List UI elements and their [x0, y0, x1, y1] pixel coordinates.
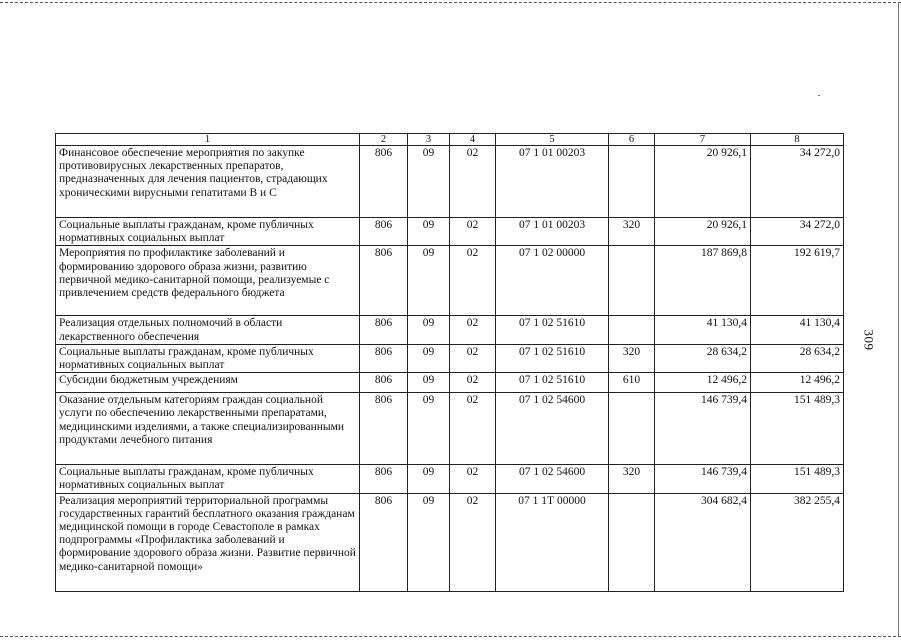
row-expense-type [609, 493, 655, 591]
row-target-article: 07 1 01 00203 [496, 146, 609, 218]
table-row [56, 493, 844, 591]
row-amount-1: 146 739,4 [655, 465, 751, 493]
row-section: 09 [408, 393, 450, 465]
row-section: 09 [408, 493, 450, 591]
row-amount-2: 192 619,7 [751, 246, 844, 316]
row-target-article: 07 1 02 51610 [496, 316, 609, 344]
row-amount-1: 304 682,4 [655, 493, 751, 591]
header-col-6: 6 [609, 134, 655, 146]
row-amount-1: 20 926,1 [655, 146, 751, 218]
row-ministry-code: 806 [360, 146, 408, 218]
row-subsection: 02 [450, 393, 496, 465]
row-subsection: 02 [450, 146, 496, 218]
table-row [56, 393, 844, 465]
row-ministry-code: 806 [360, 246, 408, 316]
row-name: Финансовое обеспечение мероприятия по закупке противовирусных лекарственных препаратов, предназначенных для лечения пациентов, страдающих хроническими вирусными гепатитами В и С [56, 146, 360, 218]
header-col-2: 2 [360, 134, 408, 146]
row-target-article: 07 1 01 00203 [496, 218, 609, 246]
row-subsection: 02 [450, 246, 496, 316]
row-name: Реализация мероприятий территориальной программы государственных гарантий бесплатного оказания гражданам медицинской помощи в городе Севастополе в рамках подпрограммы «Профилактика заболеваний и формирование здорового образа жизни. Развитие первичной медико-санитарной помощи» [56, 493, 360, 591]
row-subsection: 02 [450, 344, 496, 372]
row-name: Реализация отдельных полномочий в области лекарственного обеспечения [56, 316, 360, 344]
row-name: Социальные выплаты гражданам, кроме публичных нормативных социальных выплат [56, 218, 360, 246]
row-amount-2: 151 489,3 [751, 465, 844, 493]
row-target-article: 07 1 02 54600 [496, 465, 609, 493]
row-section: 09 [408, 465, 450, 493]
row-subsection: 02 [450, 218, 496, 246]
scan-speck [818, 95, 820, 96]
row-subsection: 02 [450, 465, 496, 493]
row-name: Социальные выплаты гражданам, кроме публичных нормативных социальных выплат [56, 344, 360, 372]
table-header-row [56, 134, 844, 146]
row-amount-2: 12 496,2 [751, 373, 844, 393]
row-name: Оказание отдельным категориям граждан социальной услуги по обеспечению лекарственными препаратами, медицинскими изделиями, а также специализированными продуктами лечебного питания [56, 393, 360, 465]
row-name: Мероприятия по профилактике заболеваний и формированию здорового образа жизни, развитию первичной медико-санитарной помощи, реализуемые с привлечением средств федерального бюджета [56, 246, 360, 316]
bottom-scan-edge [0, 636, 901, 637]
table-row [56, 465, 844, 493]
row-target-article: 07 1 1Т 00000 [496, 493, 609, 591]
row-section: 09 [408, 246, 450, 316]
table-row [56, 373, 844, 393]
budget-table [55, 133, 844, 592]
row-subsection: 02 [450, 493, 496, 591]
row-expense-type: 320 [609, 344, 655, 372]
row-expense-type [609, 246, 655, 316]
row-amount-1: 20 926,1 [655, 218, 751, 246]
header-col-7: 7 [655, 134, 751, 146]
row-expense-type [609, 393, 655, 465]
row-amount-1: 28 634,2 [655, 344, 751, 372]
row-expense-type [609, 316, 655, 344]
row-section: 09 [408, 146, 450, 218]
right-scan-edge [898, 2, 899, 636]
row-target-article: 07 1 02 51610 [496, 344, 609, 372]
row-amount-2: 34 272,0 [751, 146, 844, 218]
page-number: 309 [861, 329, 877, 351]
row-expense-type: 320 [609, 465, 655, 493]
row-amount-1: 187 869,8 [655, 246, 751, 316]
row-name: Социальные выплаты гражданам, кроме публичных нормативных социальных выплат [56, 465, 360, 493]
header-col-5: 5 [496, 134, 609, 146]
table-row [56, 218, 844, 246]
row-target-article: 07 1 02 54600 [496, 393, 609, 465]
row-name: Субсидии бюджетным учреждениям [56, 373, 360, 393]
row-section: 09 [408, 218, 450, 246]
row-section: 09 [408, 316, 450, 344]
row-ministry-code: 806 [360, 316, 408, 344]
header-col-8: 8 [751, 134, 844, 146]
row-ministry-code: 806 [360, 393, 408, 465]
top-scan-edge [0, 2, 901, 3]
row-amount-2: 34 272,0 [751, 218, 844, 246]
row-subsection: 02 [450, 316, 496, 344]
row-target-article: 07 1 02 51610 [496, 373, 609, 393]
row-ministry-code: 806 [360, 373, 408, 393]
row-expense-type [609, 146, 655, 218]
row-expense-type: 320 [609, 218, 655, 246]
row-expense-type: 610 [609, 373, 655, 393]
row-amount-1: 12 496,2 [655, 373, 751, 393]
table-row [56, 344, 844, 372]
row-target-article: 07 1 02 00000 [496, 246, 609, 316]
header-col-3: 3 [408, 134, 450, 146]
row-ministry-code: 806 [360, 344, 408, 372]
header-col-4: 4 [450, 134, 496, 146]
row-section: 09 [408, 373, 450, 393]
row-amount-1: 146 739,4 [655, 393, 751, 465]
table-row [56, 246, 844, 316]
table-row [56, 146, 844, 218]
row-amount-2: 382 255,4 [751, 493, 844, 591]
row-amount-1: 41 130,4 [655, 316, 751, 344]
row-amount-2: 41 130,4 [751, 316, 844, 344]
row-ministry-code: 806 [360, 465, 408, 493]
row-amount-2: 151 489,3 [751, 393, 844, 465]
row-amount-2: 28 634,2 [751, 344, 844, 372]
row-ministry-code: 806 [360, 493, 408, 591]
row-ministry-code: 806 [360, 218, 408, 246]
row-subsection: 02 [450, 373, 496, 393]
table-row [56, 316, 844, 344]
header-col-1: 1 [56, 134, 360, 146]
row-section: 09 [408, 344, 450, 372]
